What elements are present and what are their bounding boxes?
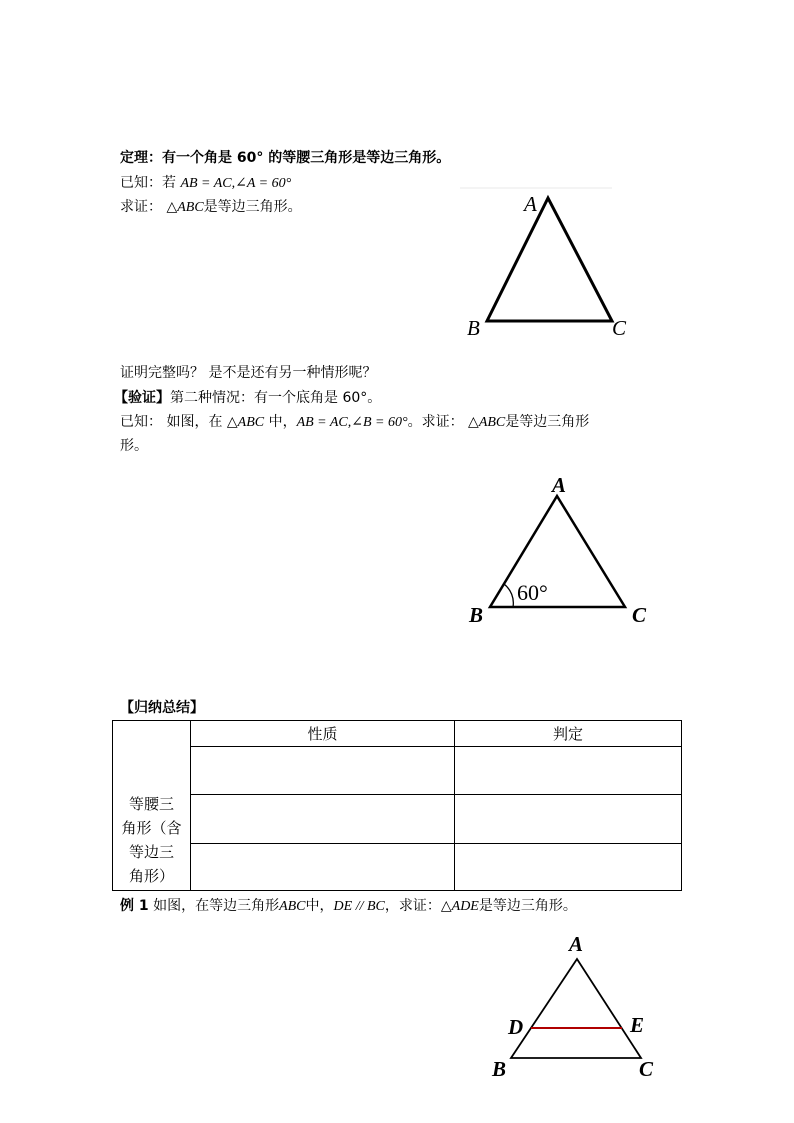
vertex-label-b: B: [492, 1057, 507, 1081]
example-text: 是等边三角形。: [478, 898, 577, 914]
summary-table: [112, 720, 682, 891]
vertex-label-a: A: [524, 192, 537, 216]
prove-suffix: 是等边三角形。: [203, 199, 302, 215]
table-cell-empty[interactable]: [191, 747, 455, 795]
given-prefix: 已知：若: [120, 175, 176, 191]
vertex-label-c: C: [612, 316, 627, 340]
vertex-label-a: A: [569, 932, 584, 956]
vertex-label-e: E: [630, 1013, 645, 1037]
example-1: [120, 896, 577, 917]
given2-triangle: △ABC: [226, 415, 265, 430]
angle-label: 60°: [517, 580, 548, 605]
given-expression: AB = AC,∠A = 60°: [180, 176, 292, 191]
theorem-prove: [120, 197, 302, 218]
row-header-line: 等腰三: [128, 795, 174, 813]
figure-triangle-de-parallel-bc: [480, 930, 680, 1090]
example-text: ，求证：: [384, 898, 441, 914]
table-cell-empty[interactable]: [455, 844, 682, 891]
verify-text: 第二种情况：有一个底角是 60°。: [170, 390, 382, 406]
figure-triangle-abc: [460, 185, 630, 340]
question-text: 证明完整吗？ 是不是还有另一种情形呢？: [120, 365, 377, 381]
example-tag: 例 1: [120, 898, 149, 914]
prove2-suffix: 是等边三角形: [505, 414, 590, 430]
example-triangle-ade: △ADE: [440, 899, 479, 914]
row-header: [113, 721, 191, 891]
example-text: 中，: [305, 898, 334, 914]
figure-triangle-60-degree: [460, 470, 660, 630]
prove-prefix: 求证：: [120, 199, 162, 215]
row-header-line: 角形）: [128, 867, 174, 885]
column-header-property: 性质: [191, 721, 455, 747]
verify-tag: 【验证】: [114, 390, 170, 406]
example-parallel: DE // BC: [333, 899, 385, 914]
column-header-criterion: 判定: [455, 721, 682, 747]
verify-prove-tail: 形。: [120, 438, 148, 454]
vertex-label-c: C: [632, 603, 647, 627]
row-header-line: 角形（含: [121, 819, 182, 837]
table-cell-empty[interactable]: [455, 795, 682, 844]
given2-expression: AB = AC,∠B = 60°: [296, 415, 408, 430]
given2-mid: 中，: [264, 414, 297, 430]
vertex-label-d: D: [508, 1015, 524, 1039]
theorem-given: [120, 173, 291, 194]
table-cell-empty[interactable]: [191, 795, 455, 844]
verify-given: [120, 412, 589, 433]
angle-arc: [504, 584, 513, 607]
example-text: 如图，在等边三角形: [148, 898, 280, 914]
table-cell-empty[interactable]: [191, 844, 455, 891]
triangle-outline: [511, 959, 641, 1058]
given2-prefix: 已知： 如图，在: [120, 414, 223, 430]
theorem-title: 定理：有一个角是 60° 的等腰三角形是等边三角形。: [120, 150, 451, 166]
table-cell-empty[interactable]: [455, 747, 682, 795]
vertex-label-b: B: [467, 316, 480, 340]
triangle-outline: [487, 198, 612, 321]
summary-heading: 【归纳总结】: [120, 700, 204, 716]
example-triangle: ABC: [279, 899, 306, 914]
given2-prove-prefix: 。求证：: [407, 414, 464, 430]
prove2-triangle: △ABC: [468, 415, 506, 430]
vertex-label-b: B: [469, 603, 484, 627]
verify-line: [114, 388, 381, 408]
vertex-label-c: C: [639, 1057, 654, 1081]
prove-triangle: △ABC: [166, 200, 204, 215]
vertex-label-a: A: [552, 473, 567, 497]
row-header-line: 等边三: [128, 843, 174, 861]
